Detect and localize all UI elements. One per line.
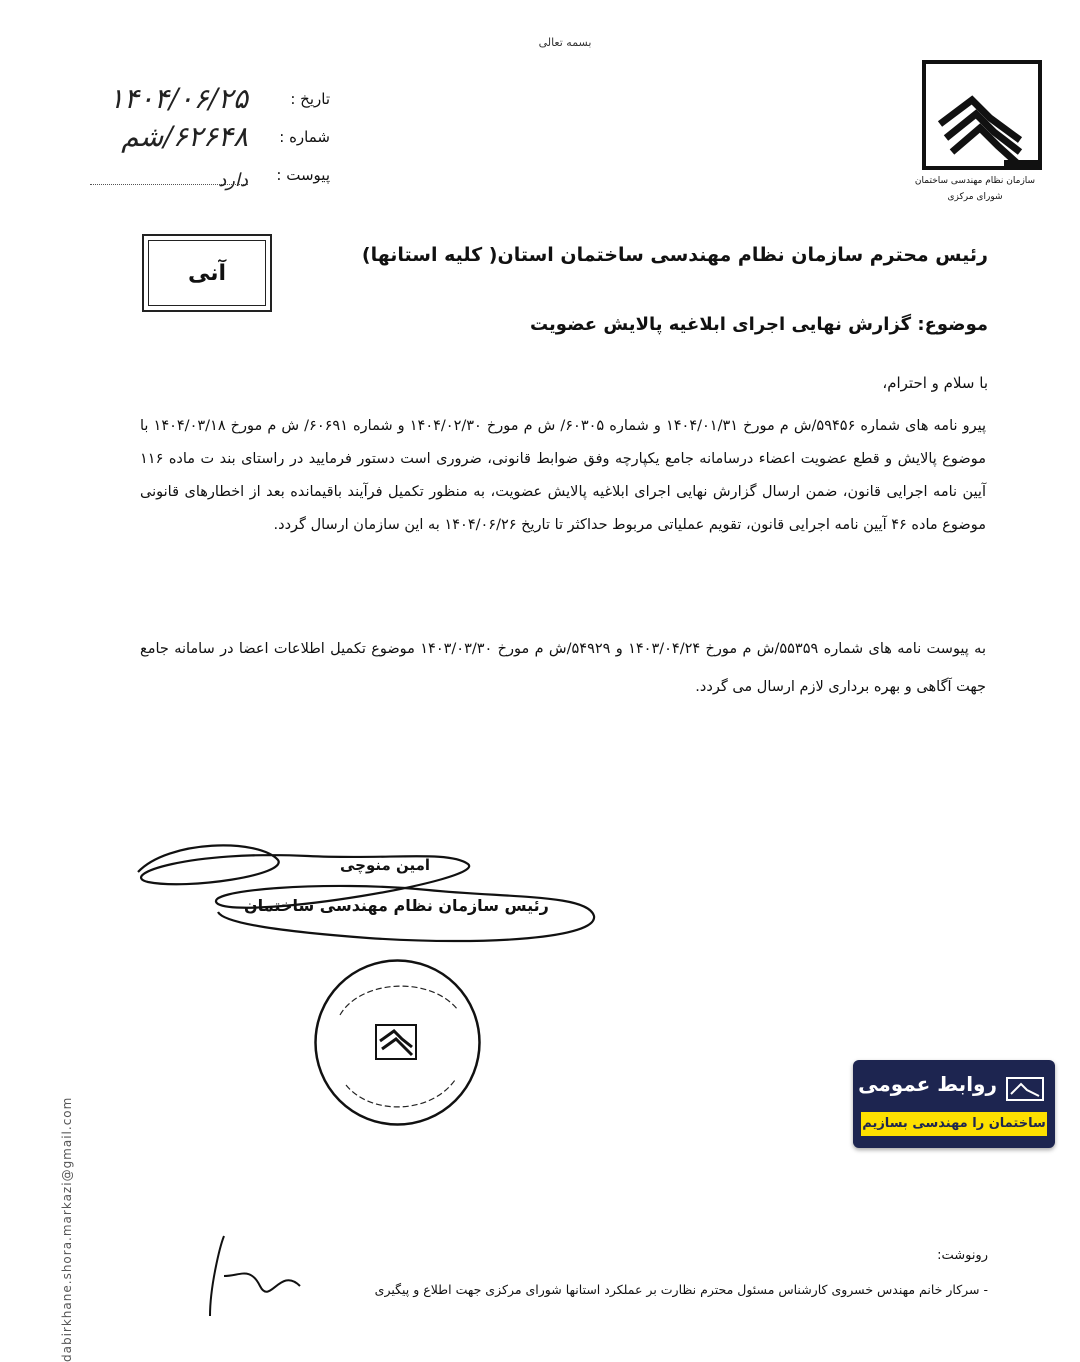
- urgency-label: آنی: [148, 240, 266, 306]
- number-label: شماره :: [279, 128, 330, 146]
- official-seal-icon: [310, 955, 485, 1130]
- date-value: ۱۴۰۴/۰۶/۲۵: [108, 82, 248, 115]
- badge-title: روابط عمومی: [858, 1072, 997, 1096]
- logo-council: شورای مرکزی: [947, 192, 1003, 202]
- date-row: [20, 82, 330, 120]
- cc-label: رونوشت:: [937, 1248, 988, 1263]
- greeting: با سلام و احترام،: [882, 374, 988, 392]
- addressee: رئیس محترم سازمان نظام مهندسی ساختمان استان( کلیه استانها): [361, 244, 988, 266]
- attachment-label: پیوست :: [276, 166, 330, 184]
- body-paragraph-1: پیرو نامه های شماره ۵۹۴۵۶/ش م مورخ ۱۴۰۴/۰۱/۳۱ و شماره ۶۰۳۰۵/ ش م مورخ ۱۴۰۴/۰۲/۳۰ و شماره ۶۰۶۹۱/ ش م مورخ ۱۴۰۴/۰۳/۱۸ با موضوع پالایش و قطع عضویت اعضاء درسامانه جامع یکپارچه وفق ضوابط قانونی، ضروری است دستور فرمایید در راستای بند ت ماده ۱۱۶ آیین نامه اجرایی قانون، ضمن ارسال گزارش نهایی اجرای ابلاغیه پالایش عضویت، به منظور تکمیل فرآیند باقیمانده بعد از اخطارهای قانونی موضوع ماده ۴۶ آیین نامه اجرایی قانون، تقویم عملیاتی مربوط حداکثر تا تاریخ ۱۴۰۴/۰۶/۲۶ به این سازمان ارسال گردد.: [140, 418, 986, 533]
- signer-title: رئیس سازمان نظام مهندسی ساختمان: [244, 896, 549, 915]
- attachment-value: دارد: [218, 170, 248, 191]
- subject-line: موضوع: گزارش نهایی اجرای ابلاغیه پالایش عضویت: [529, 314, 988, 335]
- side-email: dabirkhane.shora.markazi@gmail.com: [60, 1096, 74, 1362]
- urgency-box: [142, 234, 272, 312]
- body-paragraph-2: به پیوست نامه های شماره ۵۵۳۵۹/ش م مورخ ۱۴۰۳/۰۴/۲۴ و ۵۴۹۲۹/ش م مورخ ۱۴۰۳/۰۳/۳۰ موضوع تکمیل اطلاعات اعضا در سامانه جامع جهت آگاهی و بهره برداری لازم ارسال می گردد.: [140, 641, 986, 695]
- badge-subtitle: ساختمان را مهندسی بسازیم: [861, 1112, 1047, 1136]
- building-roof-icon: [1005, 1076, 1045, 1102]
- letter-caption: بسمه تعالی: [538, 36, 592, 49]
- date-label: تاریخ :: [290, 90, 330, 108]
- cc-signature-icon: [200, 1226, 310, 1326]
- attachment-row: [20, 158, 330, 196]
- signer-name: امین منوچی: [340, 856, 431, 874]
- handwritten-signature-icon: [128, 820, 598, 950]
- public-relations-badge: [853, 1060, 1055, 1148]
- number-value: ۶۲۶۴۸/شم: [121, 120, 248, 153]
- number-row: [20, 120, 330, 158]
- logo-org-name: سازمان نظام مهندسی ساختمان: [914, 176, 1036, 186]
- cc-item: - سرکار خانم مهندس خسروی کارشناس مسئول محترم نظارت بر عملکرد استانها شورای مرکزی جهت اطلاع و پیگیری: [374, 1282, 988, 1297]
- letter-meta: [20, 82, 330, 196]
